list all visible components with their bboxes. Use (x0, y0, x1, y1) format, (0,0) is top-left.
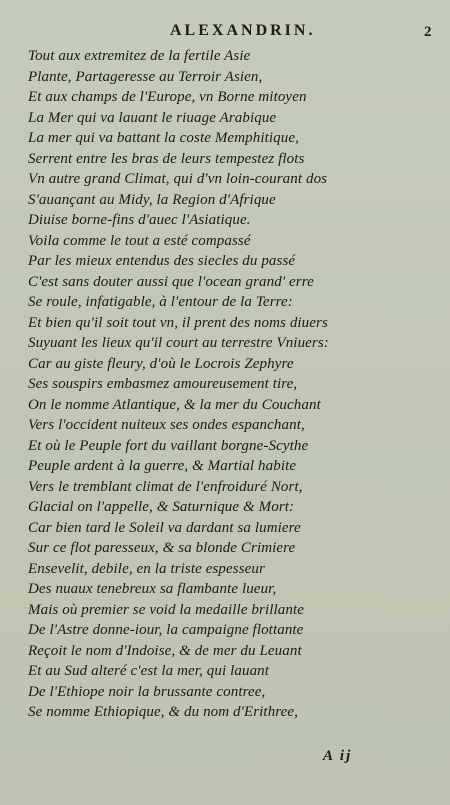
verse-line: Et aux champs de l'Europe, vn Borne mitoyen (28, 89, 307, 105)
verse-line: Serrent entre les bras de leurs tempestez flots (28, 150, 305, 167)
verse-line: Tout aux extremitez de la fertile Asie (28, 48, 251, 64)
verse-line: Vers l'occident nuiteux ses ondes espanchant, (28, 417, 305, 433)
verse-line: Par les mieux entendus des siecles du passé (28, 253, 296, 269)
verse-line: De l'Ethiope noir la brussante contree, (28, 683, 266, 700)
verse-line: De l'Astre donne-iour, la campaigne flottante (28, 622, 304, 638)
verse-line: Vn autre grand Climat, qui d'vn loin-courant dos (28, 171, 328, 187)
verse-line: Ses souspirs embasmez amoureusement tire, (28, 376, 298, 392)
page-header (0, 22, 450, 44)
verse-line: On le nomme Atlantique, & la mer du Couchant (28, 396, 321, 413)
verse-line: Peuple ardent à la guerre, & Martial habite (28, 458, 297, 474)
verse-line: La Mer qui va lauant le riuage Arabique (28, 109, 277, 126)
verse-list (28, 46, 448, 723)
verse-line: Mais où premier se void la medaille brillante (28, 601, 304, 618)
verse-line: Des nuaux tenebreux sa flambante lueur, (28, 581, 277, 597)
verse-line: Plante, Partageresse au Terroir Asien, (28, 68, 263, 85)
verse-line: Et où le Peuple fort du vaillant borgne-Scythe (28, 437, 309, 454)
verse-line: Voila comme le tout a esté compassé (28, 232, 251, 249)
running-title: ALEXANDRIN. (170, 22, 316, 39)
verse-line: Vers le tremblant climat de l'enfroiduré Nort, (28, 478, 303, 495)
verse-line: Car au giste fleury, d'où le Locrois Zephyre (28, 355, 294, 372)
verse-line: Ensevelit, debile, en la triste espesseur (28, 560, 265, 577)
verse-line: Glacial on l'appelle, & Saturnique & Mort: (28, 499, 295, 515)
verse-line: Sur ce flot paresseux, & sa blonde Crimiere (28, 540, 296, 556)
verse-line: Car bien tard le Soleil va dardant sa lumiere (28, 519, 301, 536)
verse-line: Reçoit le nom d'Indoise, & de mer du Leuant (28, 642, 302, 659)
verse-line: Et au Sud alteré c'est la mer, qui lauant (28, 663, 270, 679)
page-number: 2 (424, 24, 432, 40)
signature-mark: A ij (323, 748, 353, 764)
verse-line: C'est sans douter aussi que l'ocean grand' erre (28, 273, 314, 290)
verse-line: S'auançant au Midy, la Region d'Afrique (28, 191, 276, 208)
verse-line: Se roule, infatigable, à l'entour de la Terre: (28, 294, 293, 310)
verse-line: Et bien qu'il soit tout vn, il prent des noms diuers (28, 314, 328, 331)
verse-line: Suyuant les lieux qu'il court au terrestre Vniuers: (28, 335, 329, 351)
verse-line: Se nomme Ethiopique, & du nom d'Erithree, (28, 704, 299, 720)
verse-line: Diuise borne-fins d'auec l'Asiatique. (28, 212, 251, 228)
verse-line: La mer qui va battant la coste Memphitique, (28, 130, 299, 146)
